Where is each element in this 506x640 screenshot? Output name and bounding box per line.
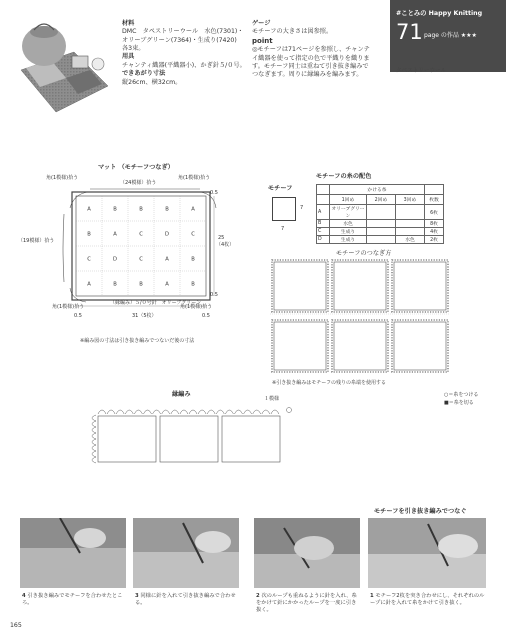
mat-diagram-title: マット （モチーフつなぎ） — [98, 164, 174, 171]
edge-bottom: 0.5 — [210, 292, 218, 298]
point-line: ◎モチーフは71ページを参照し、チャンテ — [252, 46, 370, 54]
join-motif — [394, 262, 446, 310]
table-cell: A — [317, 205, 330, 220]
table-cell: 4枚 — [425, 228, 444, 236]
table-group-header: かける糸 — [330, 185, 425, 195]
step-number: 2 — [256, 593, 260, 599]
scallop-stitch — [207, 410, 215, 414]
mat-cell-letter: A — [87, 206, 91, 213]
scallop-stitch — [180, 410, 188, 414]
mat-cell-letter: A — [191, 206, 195, 213]
join-motif — [334, 262, 386, 310]
table-cell — [367, 205, 396, 220]
table-cell: 水色 — [330, 220, 367, 228]
product-photo — [16, 8, 112, 120]
scallop-stitch — [92, 415, 96, 421]
yarn-subtitle: タペストリーウール — [396, 68, 447, 74]
scallop-stitch — [144, 410, 152, 414]
border-motif — [160, 416, 218, 462]
step-number: 3 — [135, 593, 139, 599]
table-header-cell: 2回め — [367, 195, 396, 205]
mat-cell-letter: C — [139, 231, 143, 238]
step-number: 1 — [370, 593, 374, 599]
border-diagram — [84, 404, 304, 494]
table-cell — [367, 228, 396, 236]
scallop-stitch — [253, 410, 261, 414]
gauge-heading: ゲージ — [252, 20, 271, 27]
step-photo-3 — [133, 518, 239, 588]
scallop-stitch — [271, 410, 279, 414]
corner-label-tr: 角(1模様)拾う — [178, 175, 211, 181]
step-text: 引き抜き編みでモチーフを合わせたところ。 — [22, 593, 123, 607]
scallop-stitch — [92, 457, 96, 463]
join-motif-loops — [392, 260, 448, 312]
size-heading: できあがり寸法 — [122, 70, 166, 78]
scallop-stitch — [92, 421, 96, 427]
scallop-stitch — [107, 410, 115, 414]
table-header-cell: 枚数 — [425, 195, 444, 205]
scallop-stitch — [92, 433, 96, 439]
edge-right: 0.5 — [202, 313, 210, 319]
color-table-title: モチーフの糸の配色 — [316, 173, 372, 180]
materials-block — [122, 20, 252, 87]
point-line: イ織器を使って指定の色で平織りを織りま — [252, 54, 370, 62]
mat-cell-letter: B — [113, 281, 117, 288]
mat-cell-letter: B — [191, 281, 195, 288]
table-cell: D — [317, 236, 330, 244]
legend-cut: ■＝糸を切る — [444, 400, 474, 406]
table-cell — [396, 228, 425, 236]
step-caption-1 — [370, 593, 486, 607]
join-note: ※引き抜き編みはモチーフの残りの糸端を使用する — [272, 380, 386, 386]
scallop-stitch — [244, 410, 252, 414]
table-cell: 水色 — [396, 236, 425, 244]
table-cell — [396, 220, 425, 228]
table-row — [317, 236, 444, 244]
left-count-label: （19模様）拾う — [18, 238, 55, 244]
border-motif — [98, 416, 156, 462]
height-unit: （4枚） — [216, 242, 235, 248]
photos-section-title: モチーフを引き抜き編みでつなぐ — [374, 508, 467, 515]
top-count-label: （24模様）拾う — [120, 180, 157, 186]
mat-cell-letter: B — [165, 206, 169, 213]
mat-cell-letter: B — [191, 256, 195, 263]
step-caption-4 — [22, 593, 126, 607]
step-photo-4 — [20, 518, 126, 588]
mat-cell-letter: C — [191, 231, 195, 238]
step-text: 次のループも重ねるように針を入れ、糸をかけて針にかかったループを一度に引き抜く。 — [256, 593, 357, 614]
join-diagram-title: モチーフのつなぎ方 — [336, 250, 392, 257]
mat-cell-letter: B — [139, 281, 143, 288]
join-motif-loops — [272, 260, 328, 312]
table-cell: 8枚 — [425, 220, 444, 228]
materials-line: DMC タペストリーウール 水色(7301)・ — [122, 28, 244, 36]
step-photo-2 — [254, 518, 360, 588]
join-motif-loops — [332, 260, 388, 312]
size-text: 縦26cm、横32cm。 — [122, 78, 182, 86]
table-cell: 生成り — [330, 236, 367, 244]
motif-square — [272, 197, 296, 221]
mat-cell-letter: B — [139, 206, 143, 213]
scallop-stitch — [92, 445, 96, 451]
border-diagram-title: 縁編み — [172, 391, 191, 398]
table-cell — [396, 205, 425, 220]
scallop-stitch — [134, 410, 142, 414]
table-cell: 生成り — [330, 228, 367, 236]
tools-text: チャンティ織器(平織器小)、かぎ針５/０号。 — [122, 61, 246, 69]
scallop-stitch — [216, 410, 224, 414]
legend-attach: ○＝糸をつける — [444, 392, 479, 398]
join-motif-loops — [272, 320, 328, 372]
join-motif — [274, 322, 326, 370]
scallop-stitch — [198, 410, 206, 414]
table-cell — [367, 236, 396, 244]
table-header-cell: 3回め — [396, 195, 425, 205]
scallop-stitch — [235, 410, 243, 414]
scallop-stitch — [189, 410, 197, 414]
corner-label-bl: 角(1模様)拾う — [52, 304, 85, 310]
scallop-stitch — [225, 410, 233, 414]
point-line: つなぎます。周りに縁編みを編みます。 — [252, 71, 363, 79]
join-motif-loops — [392, 320, 448, 372]
materials-heading: 材料 — [122, 20, 135, 27]
mat-cell-letter: A — [165, 281, 169, 288]
step-caption-3 — [135, 593, 239, 607]
materials-line: オリーブグリーン(7364)・生成り(7420) — [122, 36, 237, 44]
color-table — [316, 184, 444, 244]
table-header-cell — [425, 185, 444, 195]
scallop-stitch — [171, 410, 179, 414]
join-motif — [274, 262, 326, 310]
step-text: 同様に針を入れて引き抜き編みで合わせる。 — [135, 593, 236, 607]
table-cell — [367, 220, 396, 228]
scallop-stitch — [125, 410, 133, 414]
step-number: 4 — [22, 593, 26, 599]
scallop-stitch — [153, 410, 161, 414]
table-row — [317, 205, 444, 220]
mat-cell-letter: C — [139, 256, 143, 263]
scallop-stitch — [262, 410, 270, 414]
join-motif — [394, 322, 446, 370]
table-row — [317, 220, 444, 228]
series-tag: #ことみの Happy Knitting — [396, 10, 483, 17]
pattern-number: 71 — [396, 20, 423, 44]
tools-heading: 用具 — [122, 53, 135, 61]
footer-page-number: 165 — [10, 622, 22, 629]
motif-title: モチーフ — [268, 185, 293, 192]
header-badge — [390, 0, 506, 72]
table-header-cell — [317, 185, 330, 195]
mat-cell-letter: C — [87, 256, 91, 263]
page-label: page の作品 ★★★ — [424, 32, 477, 39]
mat-cell-letter: D — [165, 231, 169, 238]
edge-top: 0.5 — [210, 190, 218, 196]
corner-label-tl: 角(1模様)拾う — [46, 175, 79, 181]
table-header-cell — [317, 195, 330, 205]
table-cell: B — [317, 220, 330, 228]
step-text: モチーフ2枚を突き合わせにし、それぞれのループに針を入れて糸をかけて引き抜く。 — [370, 593, 485, 607]
mat-cell-letter: A — [165, 256, 169, 263]
gauge-block — [252, 20, 386, 80]
table-cell: オリーブグリーン — [330, 205, 367, 220]
join-diagram — [270, 258, 450, 376]
scallop-stitch — [98, 410, 106, 414]
step-caption-2 — [256, 593, 360, 614]
border-motif — [222, 416, 280, 462]
border-label: （縁編み）５/０号針 オリーブグリーン — [110, 300, 202, 306]
step-photo-1 — [368, 518, 486, 588]
table-header-cell: 1回め — [330, 195, 367, 205]
mat-diagram — [60, 188, 230, 308]
point-line: す。モチーフ同士は重ねて引き抜き編みで — [252, 62, 369, 70]
repeat-label: １模様 — [264, 396, 280, 402]
mat-cell-letter: B — [113, 206, 117, 213]
mat-cell-letter: A — [87, 281, 91, 288]
scallop-stitch — [92, 451, 96, 457]
corner-label-br: 角(1模様)拾う — [180, 304, 213, 310]
table-row — [317, 228, 444, 236]
height-total: 25 — [218, 235, 225, 241]
mat-cell-letter: D — [113, 256, 117, 263]
gauge-text: モチーフの大きさは図参照。 — [252, 28, 333, 36]
mat-cell-letter: A — [113, 231, 117, 238]
width-total: 31（5枚） — [132, 313, 157, 319]
mat-note: ※編み図の寸法は引き抜き編みでつないだ後の寸法 — [80, 338, 195, 344]
edge-left: 0.5 — [74, 313, 82, 319]
join-motif — [334, 322, 386, 370]
table-cell: 6枚 — [425, 205, 444, 220]
scallop-stitch — [92, 427, 96, 433]
point-heading: point — [252, 36, 273, 45]
motif-width: 7 — [281, 226, 285, 232]
scallop-stitch — [162, 410, 170, 414]
table-cell: 2枚 — [425, 236, 444, 244]
motif-height: 7 — [300, 205, 304, 211]
scallop-stitch — [116, 410, 124, 414]
mat-cell-letter: B — [87, 231, 91, 238]
table-cell: C — [317, 228, 330, 236]
materials-line: 各3束。 — [122, 45, 145, 53]
join-motif-loops — [332, 320, 388, 372]
scallop-stitch — [92, 439, 96, 445]
